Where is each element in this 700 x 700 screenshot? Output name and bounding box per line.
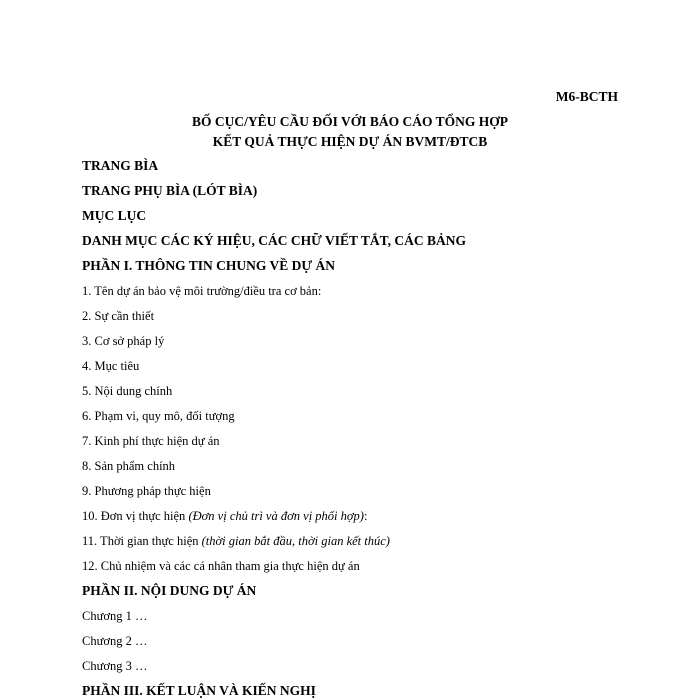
chapter-3: Chương 3 … bbox=[82, 659, 148, 673]
item-10-text: 10. Đơn vị thực hiện bbox=[82, 509, 189, 523]
document-title-line-2: KẾT QUẢ THỰC HIỆN DỰ ÁN BVMT/ĐTCB bbox=[212, 134, 488, 149]
item-10-suffix: : bbox=[363, 509, 368, 523]
chapter-1: Chương 1 … bbox=[82, 609, 148, 623]
toc-heading: MỤC LỤC bbox=[82, 208, 147, 223]
cover-heading: TRANG BÌA bbox=[82, 158, 159, 173]
part1-item-9: 9. Phương pháp thực hiện bbox=[82, 484, 211, 498]
document-title-line-1: BỐ CỤC/YÊU CẦU ĐỐI VỚI BÁO CÁO TỔNG HỢP bbox=[191, 114, 509, 129]
part1-item-10 bbox=[82, 509, 367, 524]
item-11-note: (thời gian bắt đầu, thời gian kết thúc) bbox=[201, 534, 390, 548]
part1-item-6: 6. Phạm vi, quy mô, đối tượng bbox=[82, 409, 235, 423]
part1-item-5: 5. Nội dung chính bbox=[82, 384, 173, 398]
part1-item-3: 3. Cơ sở pháp lý bbox=[82, 334, 165, 348]
part1-item-12: 12. Chủ nhiệm và các cá nhân tham gia thực hiện dự án bbox=[82, 559, 360, 573]
part1-item-7: 7. Kinh phí thực hiện dự án bbox=[82, 434, 220, 448]
item-10-note: (Đơn vị chủ trì và đơn vị phối hợp) bbox=[188, 509, 364, 523]
part1-item-2: 2. Sự cần thiết bbox=[82, 309, 155, 323]
sub-cover-heading: TRANG PHỤ BÌA (LÓT BÌA) bbox=[82, 183, 258, 198]
part1-item-1: 1. Tên dự án bảo vệ môi trường/điều tra cơ bản: bbox=[82, 284, 322, 298]
document-code: M6-BCTH bbox=[555, 89, 618, 104]
part2-heading: PHẦN II. NỘI DUNG DỰ ÁN bbox=[82, 583, 257, 598]
part3-heading: PHẦN III. KẾT LUẬN VÀ KIẾN NGHỊ bbox=[82, 683, 316, 698]
part1-item-8: 8. Sản phẩm chính bbox=[82, 459, 176, 473]
part1-heading: PHẦN I. THÔNG TIN CHUNG VỀ DỰ ÁN bbox=[82, 258, 336, 273]
chapter-2: Chương 2 … bbox=[82, 634, 148, 648]
abbreviations-heading: DANH MỤC CÁC KÝ HIỆU, CÁC CHỮ VIẾT TẮT, CÁC BẢNG bbox=[82, 233, 467, 248]
item-11-text: 11. Thời gian thực hiện bbox=[82, 534, 202, 548]
part1-item-11 bbox=[82, 534, 390, 549]
part1-item-4: 4. Mục tiêu bbox=[82, 359, 140, 373]
